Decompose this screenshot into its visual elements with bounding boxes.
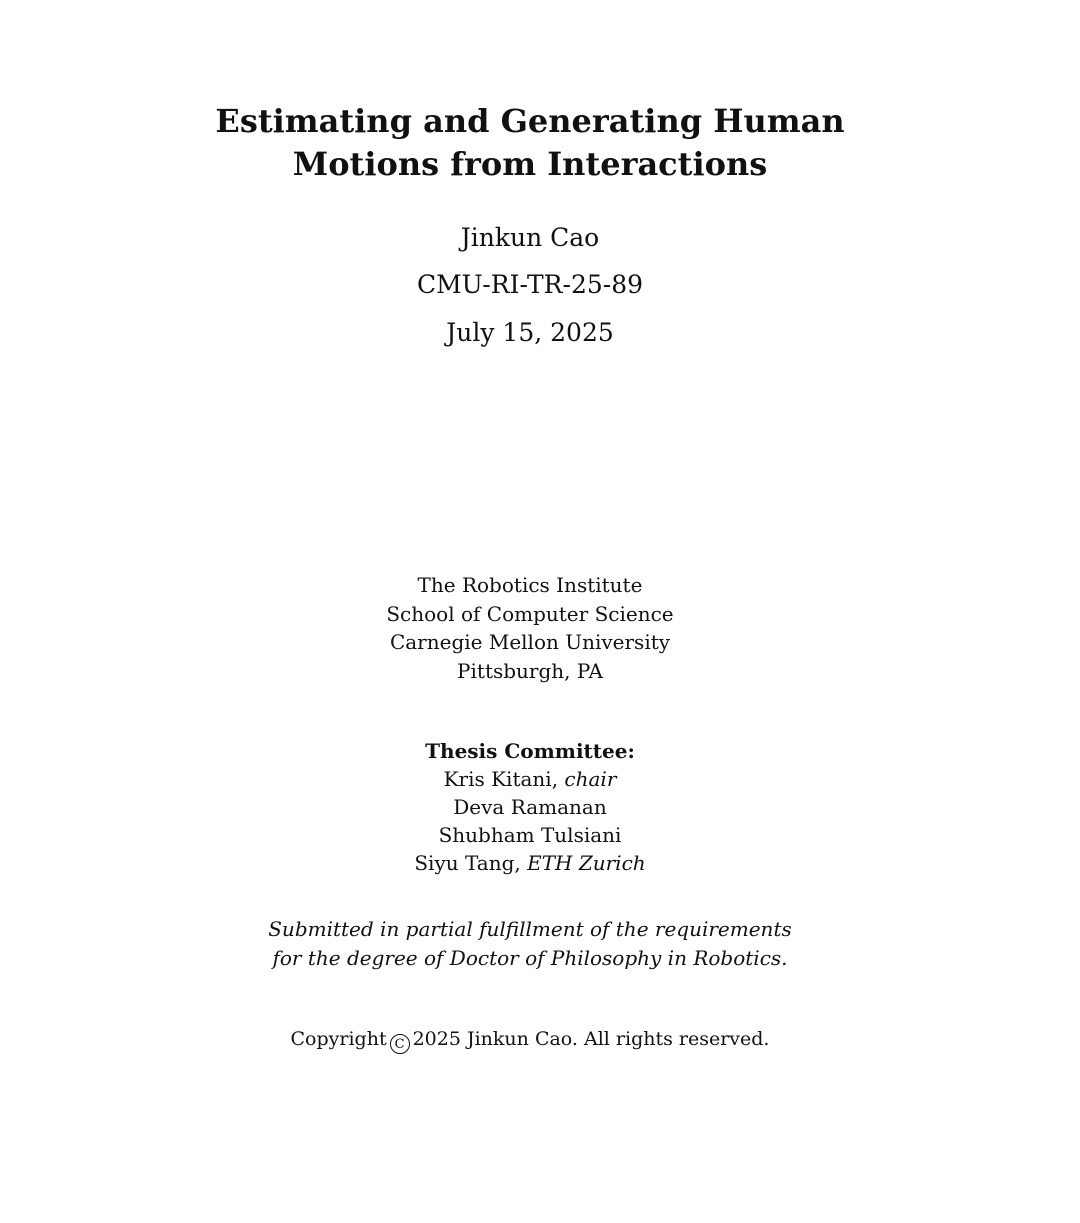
submission-line-1: Submitted in partial fulfillment of the requirements xyxy=(268,917,792,941)
committee-member xyxy=(0,821,1060,849)
member-name: Shubham Tulsiani xyxy=(438,823,622,847)
institution-line-3: Carnegie Mellon University xyxy=(389,630,671,654)
author-name: Jinkun Cao xyxy=(460,223,600,252)
submission-line-2: for the degree of Doctor of Philosophy in Robotics. xyxy=(272,945,788,970)
member-role: ETH Zurich xyxy=(527,851,646,875)
copyright-icon: C xyxy=(390,1034,410,1054)
institution-block xyxy=(0,571,1060,685)
date: July 15, 2025 xyxy=(446,318,614,347)
thesis-title-line-1: Estimating and Generating Human xyxy=(215,102,845,140)
committee-member: Kris Kitani, chair xyxy=(443,767,617,791)
submission-statement xyxy=(0,915,1060,972)
thesis-title-line-2: Motions from Interactions xyxy=(292,145,768,183)
report-number: CMU-RI-TR-25-89 xyxy=(416,270,644,299)
institution-line-1: The Robotics Institute xyxy=(417,573,643,597)
committee-heading: Thesis Committee: xyxy=(425,739,635,763)
member-name: Siyu Tang xyxy=(414,851,515,875)
thesis-committee xyxy=(0,737,1060,877)
member-role: chair xyxy=(564,767,617,791)
committee-member: Siyu Tang, ETH Zurich xyxy=(414,851,646,875)
thesis-title xyxy=(0,100,1060,186)
copyright-prefix: Copyright xyxy=(290,1028,387,1050)
copyright-notice xyxy=(0,1025,1060,1054)
institution-line-2: School of Computer Science xyxy=(386,601,674,626)
member-name: Kris Kitani xyxy=(443,767,552,791)
committee-member xyxy=(0,793,1060,821)
institution-line-4: Pittsburgh, PA xyxy=(457,658,603,683)
member-name: Deva Ramanan xyxy=(453,795,607,819)
copyright-text: 2025 Jinkun Cao. All rights reserved. xyxy=(412,1028,770,1050)
